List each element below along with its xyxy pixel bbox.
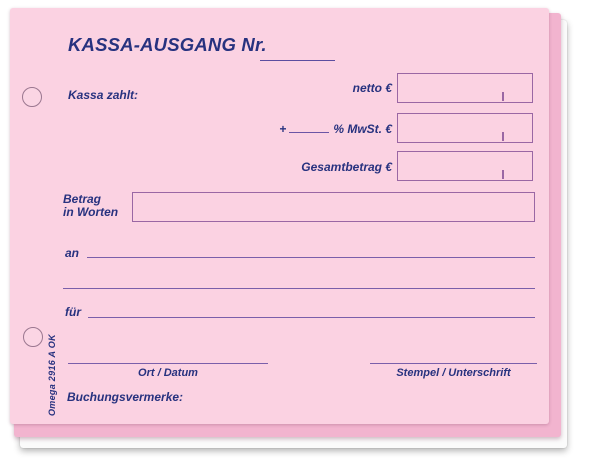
fuer-label: für	[65, 305, 81, 319]
netto-label: netto €	[352, 81, 392, 95]
stempel-unterschrift-label: Stempel / Unterschrift	[396, 367, 511, 379]
gesamtbetrag-amount-box[interactable]	[397, 151, 533, 181]
betrag-in-worten-label: Betrag in Worten	[63, 192, 119, 219]
gesamtbetrag-label: Gesamtbetrag €	[301, 160, 392, 174]
mwst-label: % MwSt. €	[333, 122, 392, 136]
punch-hole-top	[22, 87, 42, 107]
form-sheet	[10, 8, 549, 424]
ort-datum-signature-line[interactable]	[68, 363, 268, 364]
mwst-plus-sign: +	[279, 122, 287, 136]
payer-label: Kassa zahlt:	[68, 88, 139, 102]
mwst-label-row	[279, 121, 392, 136]
netto-amount-box[interactable]	[397, 73, 533, 103]
decimal-tick	[502, 132, 504, 141]
decimal-tick	[502, 170, 504, 179]
mwst-amount-box[interactable]	[397, 113, 533, 143]
buchungsvermerke-label: Buchungsvermerke:	[67, 390, 184, 404]
mwst-percent-field-line[interactable]	[289, 121, 329, 133]
form-title: KASSA-AUSGANG Nr.	[68, 34, 267, 55]
an-field-line-2[interactable]	[63, 288, 535, 289]
decimal-tick	[502, 92, 504, 101]
fuer-field-line[interactable]	[88, 317, 535, 318]
ort-datum-label: Ort / Datum	[138, 367, 198, 379]
betrag-in-worten-box[interactable]	[132, 192, 535, 222]
stempel-signature-line[interactable]	[370, 363, 537, 364]
an-label: an	[65, 246, 80, 260]
side-code: Omega 2916 A OK	[47, 334, 57, 416]
punch-hole-bottom	[23, 327, 43, 347]
nr-field-line[interactable]	[260, 37, 335, 61]
an-field-line[interactable]	[87, 257, 535, 258]
